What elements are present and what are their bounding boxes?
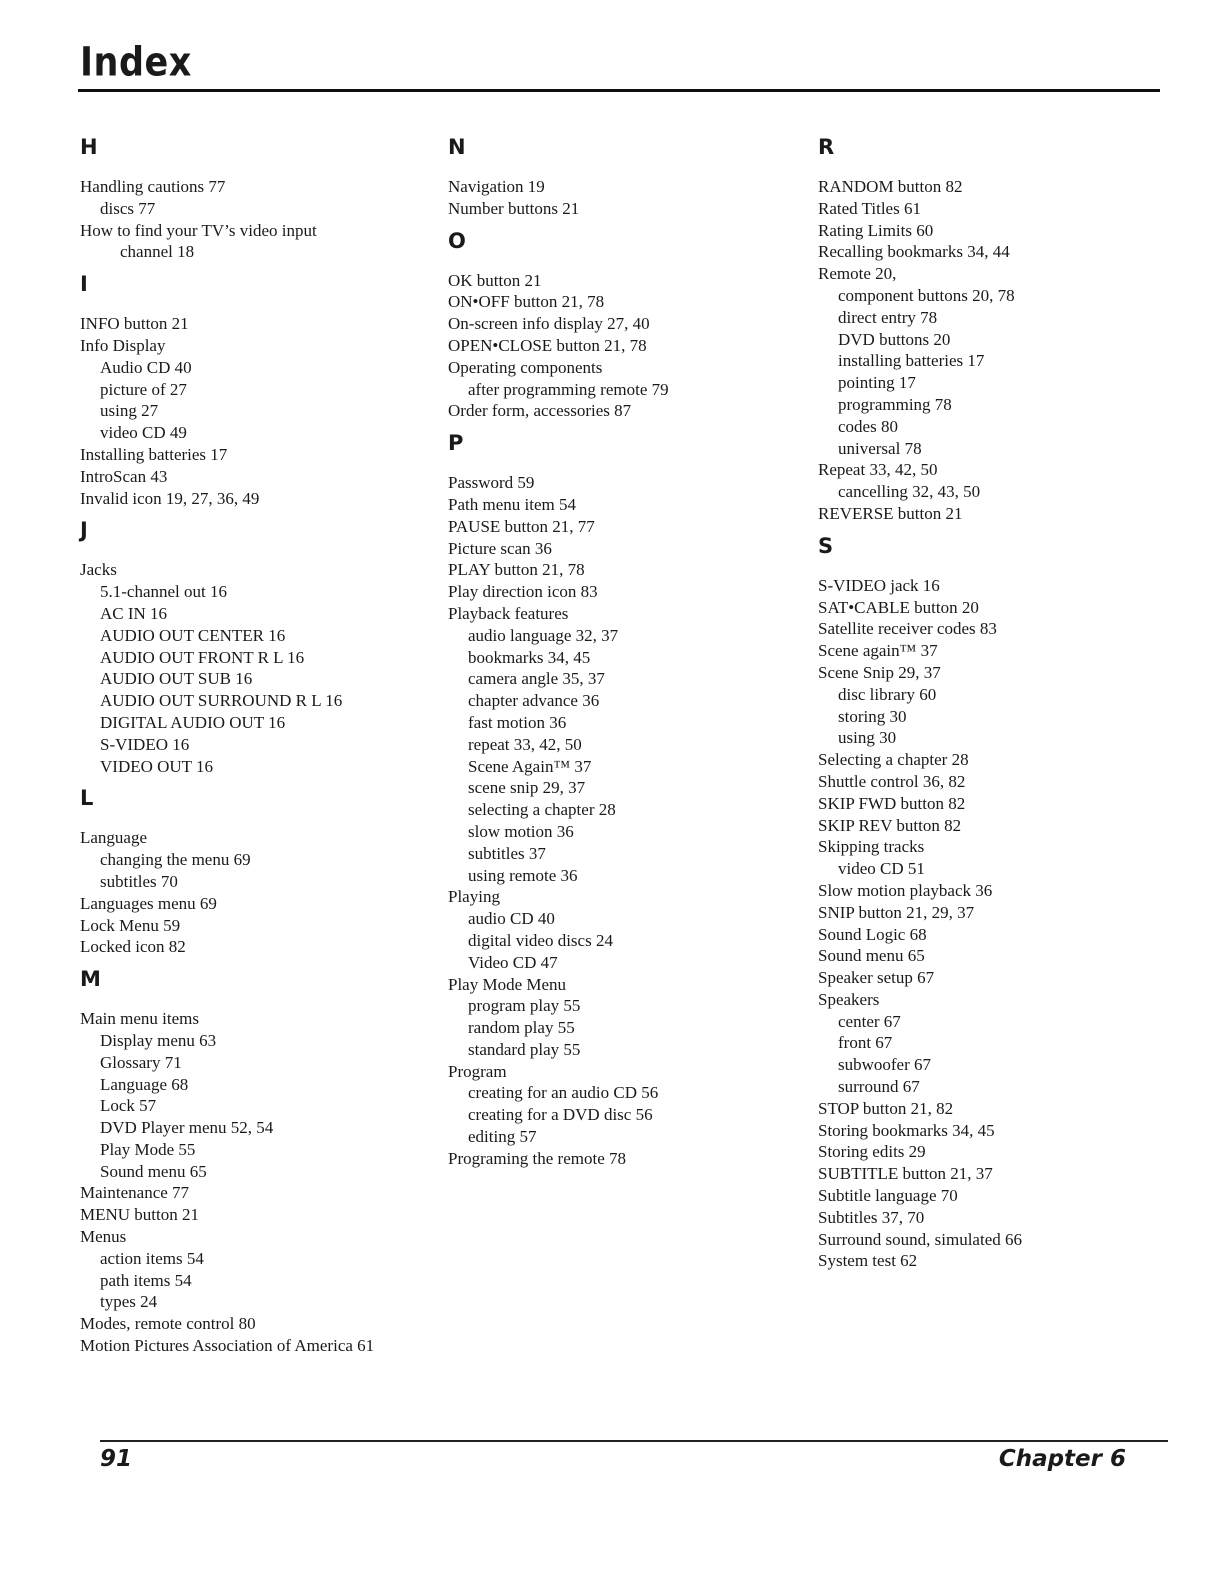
index-entry: PLAY button 21, 78 (448, 560, 585, 580)
index-entry: Programing the remote 78 (448, 1148, 626, 1168)
index-entry: Sound menu 65 (818, 946, 925, 966)
index-subentry: video CD 49 (100, 423, 187, 443)
index-subentry: programming 78 (838, 394, 952, 414)
index-entry: Storing bookmarks 34, 45 (818, 1120, 995, 1140)
entry-list (448, 270, 808, 423)
index-subentry: fast motion 36 (468, 712, 567, 732)
index-entry: IntroScan 43 (80, 466, 168, 486)
index-subentry: component buttons 20, 78 (838, 285, 1015, 305)
index-entry: Playing (448, 887, 500, 907)
index-subentry: action items 54 (100, 1248, 204, 1268)
index-entry: Main menu items (80, 1009, 199, 1029)
index-entry: Path menu item 54 (448, 494, 576, 514)
index-subentry: S-VIDEO 16 (100, 734, 190, 754)
index-subentry: picture of 27 (100, 379, 187, 399)
index-column-1 (80, 132, 440, 1363)
index-subentry: creating for an audio CD 56 (468, 1083, 659, 1103)
index-subentry: changing the menu 69 (100, 850, 251, 870)
index-subentry: AUDIO OUT SUB 16 (100, 669, 253, 689)
index-subentry: Lock 57 (100, 1096, 157, 1116)
index-subentry: repeat 33, 42, 50 (468, 734, 582, 754)
index-subentry: AUDIO OUT SURROUND R L 16 (100, 691, 343, 711)
index-entry: Password 59 (448, 473, 535, 493)
index-section-n (448, 132, 808, 220)
index-entry: Recalling bookmarks 34, 44 (818, 242, 1010, 262)
index-subentry: channel 18 (120, 242, 195, 262)
index-section-i (80, 269, 440, 509)
index-subentry: chapter advance 36 (468, 691, 600, 711)
index-subentry: Sound menu 65 (100, 1161, 207, 1181)
chapter-label: Chapter 6 (998, 1446, 1126, 1472)
index-entry: Order form, accessories 87 (448, 401, 632, 421)
index-entry: Rated Titles 61 (818, 198, 921, 218)
entry-list (448, 176, 808, 220)
index-section-m (80, 964, 440, 1357)
index-section-o (448, 226, 808, 423)
entry-list (80, 559, 440, 777)
index-section-p (448, 428, 808, 1170)
section-letter: P (448, 431, 464, 456)
index-subentry: DVD Player menu 52, 54 (100, 1118, 274, 1138)
index-subentry: AUDIO OUT FRONT R L 16 (100, 647, 305, 667)
index-subentry: 5.1-channel out 16 (100, 582, 227, 602)
index-section-j (80, 515, 440, 777)
index-subentry: program play 55 (468, 996, 581, 1016)
section-letter: H (80, 135, 98, 159)
index-subentry: Scene Again™ 37 (468, 756, 592, 776)
index-entry: Rating Limits 60 (818, 220, 934, 240)
index-subentry: DVD buttons 20 (838, 329, 951, 349)
index-entry: Number buttons 21 (448, 198, 580, 218)
index-subentry: universal 78 (838, 438, 922, 458)
index-entry: OK button 21 (448, 270, 542, 290)
index-entry: SUBTITLE button 21, 37 (818, 1164, 993, 1184)
index-entry: OPEN•CLOSE button 21, 78 (448, 335, 647, 355)
section-letter: S (818, 533, 834, 558)
index-subentry: disc library 60 (838, 684, 937, 704)
index-entry: Slow motion playback 36 (818, 880, 993, 900)
index-subentry: standard play 55 (468, 1039, 581, 1059)
index-subentry: AUDIO OUT CENTER 16 (100, 625, 286, 645)
index-subentry: AC IN 16 (100, 603, 168, 623)
title-divider (78, 89, 1160, 92)
index-entry: Sound Logic 68 (818, 924, 927, 944)
index-entry: Skipping tracks (818, 837, 925, 857)
index-entry: SKIP REV button 82 (818, 815, 962, 835)
index-entry: Info Display (80, 335, 166, 355)
index-subentry: Audio CD 40 (100, 357, 192, 377)
index-column-3 (818, 132, 1178, 1278)
index-subentry: direct entry 78 (838, 307, 938, 327)
index-entry: MENU button 21 (80, 1205, 199, 1225)
index-subentry: slow motion 36 (468, 821, 574, 841)
index-entry: System test 62 (818, 1251, 918, 1271)
page-title: Index (80, 40, 192, 86)
index-subentry: pointing 17 (838, 373, 916, 393)
index-entry: INFO button 21 (80, 314, 189, 334)
index-entry: Subtitle language 70 (818, 1186, 958, 1206)
index-subentry: Language 68 (100, 1074, 189, 1094)
index-subentry: subtitles 70 (100, 871, 178, 891)
index-subentry: front 67 (838, 1033, 893, 1053)
index-entry: Menus (80, 1227, 127, 1247)
index-entry: Play Mode Menu (448, 974, 567, 994)
section-letter: N (448, 135, 466, 159)
index-entry: Satellite receiver codes 83 (818, 619, 997, 639)
index-subentry: Glossary 71 (100, 1052, 182, 1072)
index-entry: S-VIDEO jack 16 (818, 575, 940, 595)
index-subentry: audio language 32, 37 (468, 625, 619, 645)
index-subentry: center 67 (838, 1011, 901, 1031)
page-number: 91 (100, 1446, 133, 1472)
index-subentry: DIGITAL AUDIO OUT 16 (100, 712, 286, 732)
index-entry: Jacks (80, 560, 117, 580)
index-subentry: subwoofer 67 (838, 1055, 932, 1075)
index-entry: Subtitles 37, 70 (818, 1207, 925, 1227)
index-entry: Installing batteries 17 (80, 444, 228, 464)
index-entry: Maintenance 77 (80, 1183, 190, 1203)
section-letter: O (448, 228, 466, 253)
index-column-2 (448, 132, 808, 1176)
index-entry: STOP button 21, 82 (818, 1098, 954, 1118)
entry-list (80, 313, 440, 509)
index-entry: Playback features (448, 603, 569, 623)
index-subentry: video CD 51 (838, 859, 925, 879)
index-entry: REVERSE button 21 (818, 503, 963, 523)
entry-list (80, 1008, 440, 1357)
index-section-l (80, 783, 440, 958)
index-subentry: types 24 (100, 1292, 158, 1312)
index-entry: RANDOM button 82 (818, 177, 963, 196)
index-subentry: random play 55 (468, 1018, 575, 1038)
index-subentry: storing 30 (838, 706, 907, 726)
index-entry: Scene Snip 29, 37 (818, 662, 941, 682)
index-entry: Selecting a chapter 28 (818, 750, 969, 770)
index-section-r (818, 132, 1178, 525)
index-subentry: digital video discs 24 (468, 930, 613, 950)
index-entry: Scene again™ 37 (818, 641, 938, 661)
index-subentry: subtitles 37 (468, 843, 546, 863)
index-entry: Surround sound, simulated 66 (818, 1229, 1022, 1249)
index-entry: Handling cautions 77 (80, 177, 226, 196)
index-entry: Storing edits 29 (818, 1142, 926, 1162)
index-subentry: discs 77 (100, 198, 156, 218)
index-entry: SKIP FWD button 82 (818, 793, 966, 813)
index-entry: Play direction icon 83 (448, 582, 598, 602)
index-subentry: scene snip 29, 37 (468, 778, 586, 798)
section-letter: M (80, 967, 101, 992)
index-subentry: VIDEO OUT 16 (100, 756, 214, 776)
section-letter: R (818, 135, 835, 159)
index-entry: Language (80, 828, 148, 848)
index-subentry: surround 67 (838, 1077, 920, 1097)
index-entry: How to find your TV’s video input (80, 220, 317, 240)
index-entry: Shuttle control 36, 82 (818, 771, 966, 791)
index-subentry: path items 54 (100, 1270, 192, 1290)
index-entry: Operating components (448, 357, 603, 377)
index-entry: Speakers (818, 989, 880, 1009)
index-subentry: installing batteries 17 (838, 351, 985, 371)
index-section-h (80, 132, 440, 263)
index-entry: Repeat 33, 42, 50 (818, 460, 938, 480)
index-entry: On-screen info display 27, 40 (448, 314, 650, 334)
index-subentry: audio CD 40 (468, 909, 555, 929)
index-entry: Invalid icon 19, 27, 36, 49 (80, 488, 260, 508)
entry-list (80, 176, 440, 263)
index-entry: Motion Pictures Association of America 61 (80, 1336, 375, 1356)
section-letter: J (80, 518, 88, 543)
entry-list (448, 472, 808, 1170)
index-subentry: Display menu 63 (100, 1030, 217, 1050)
index-subentry: using 27 (100, 401, 159, 421)
index-entry: Remote 20, (818, 264, 897, 284)
index-entry: Locked icon 82 (80, 937, 186, 957)
index-entry: SAT•CABLE button 20 (818, 597, 979, 617)
index-subentry: selecting a chapter 28 (468, 800, 616, 820)
entry-list (818, 176, 1178, 525)
index-entry: ON•OFF button 21, 78 (448, 292, 605, 312)
index-entry: Lock Menu 59 (80, 915, 181, 935)
footer-divider (100, 1440, 1168, 1442)
index-subentry: camera angle 35, 37 (468, 669, 605, 689)
entry-list (818, 575, 1178, 1273)
index-subentry: using remote 36 (468, 865, 578, 885)
index-subentry: codes 80 (838, 416, 898, 436)
section-letter: I (80, 272, 88, 297)
index-entry: SNIP button 21, 29, 37 (818, 902, 975, 922)
index-entry: Modes, remote control 80 (80, 1314, 256, 1334)
section-letter: L (80, 786, 94, 811)
index-subentry: cancelling 32, 43, 50 (838, 482, 981, 502)
index-entry: Navigation 19 (448, 177, 545, 196)
index-entry: Languages menu 69 (80, 893, 217, 913)
index-subentry: after programming remote 79 (468, 379, 669, 399)
index-subentry: Video CD 47 (468, 952, 558, 972)
entry-list (80, 827, 440, 958)
index-subentry: Play Mode 55 (100, 1139, 196, 1159)
index-subentry: bookmarks 34, 45 (468, 647, 591, 667)
index-subentry: using 30 (838, 728, 897, 748)
index-entry: Picture scan 36 (448, 538, 552, 558)
index-entry: PAUSE button 21, 77 (448, 516, 595, 536)
index-subentry: editing 57 (468, 1127, 537, 1147)
index-entry: Speaker setup 67 (818, 968, 935, 988)
index-section-s (818, 531, 1178, 1273)
index-subentry: creating for a DVD disc 56 (468, 1105, 653, 1125)
index-entry: Program (448, 1061, 507, 1081)
